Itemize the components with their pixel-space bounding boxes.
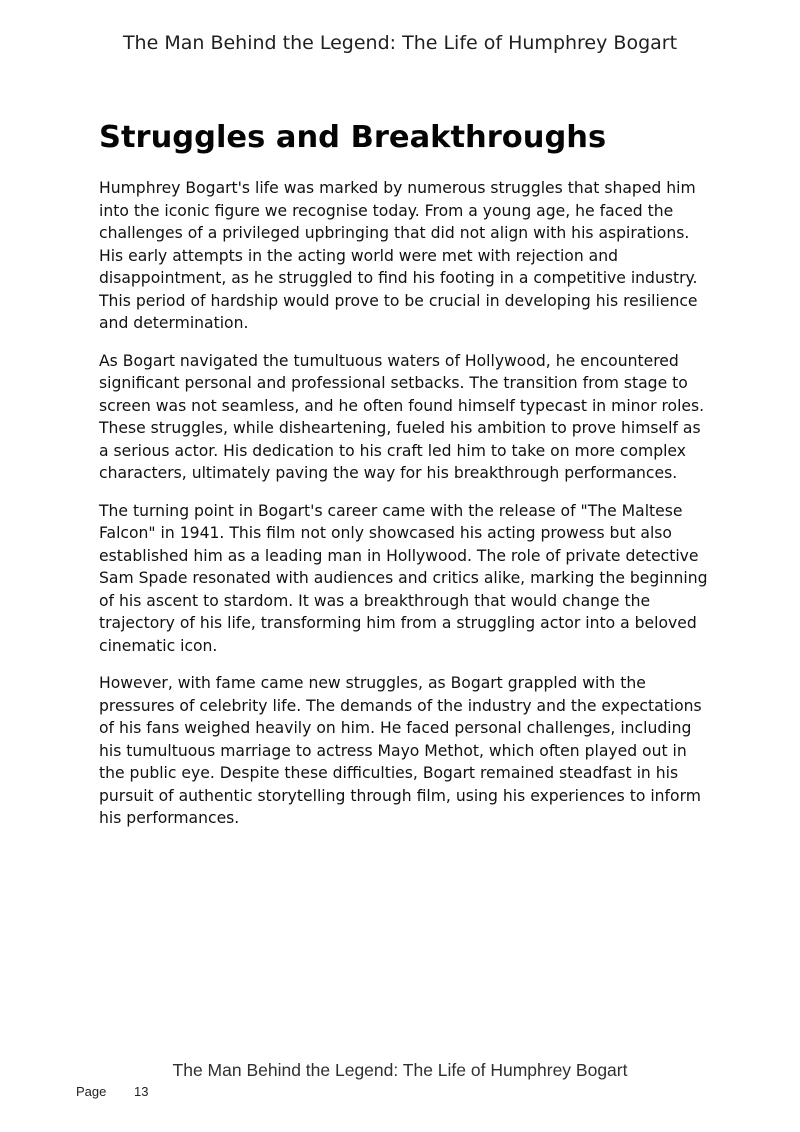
paragraph-2: As Bogart navigated the tumultuous waters of Hollywood, he encountered significant personal and professional setbacks. The transition from stage to screen was not seamless, and he often found himself typecast in minor roles. These struggles, while disheartening, fueled his ambition to prove himself as a serious actor. His dedication to his craft led him to take on more complex characters, ultimately paving the way for his breakthrough performances. bbox=[99, 351, 705, 482]
page-number: 13 bbox=[134, 1084, 149, 1099]
chapter-body bbox=[99, 177, 709, 845]
paragraph-1: Humphrey Bogart's life was marked by numerous struggles that shaped him into the iconic figure we recognise today. From a young age, he faced the challenges of a privileged upbringing that did not align with his aspirations. His early attempts in the acting world were met with rejection and disappointment, as he struggled to find his footing in a competitive industry. This period of hardship would prove to be crucial in developing his resilience and determination. bbox=[99, 179, 698, 332]
paragraph-4: However, with fame came new struggles, as Bogart grappled with the pressures of celebrity life. The demands of the industry and the expectations of his fans weighed heavily on him. He faced personal challenges, including his tumultuous marriage to actress Mayo Methot, which often played out in the public eye. Despite these difficulties, Bogart remained steadfast in his pursuit of authentic storytelling through film, using his experiences to inform his performances. bbox=[99, 674, 702, 827]
running-footer: The Man Behind the Legend: The Life of Humphrey Bogart bbox=[172, 1060, 628, 1080]
chapter-title: Struggles and Breakthroughs bbox=[99, 120, 607, 155]
paragraph-3: The turning point in Bogart's career came with the release of "The Maltese Falcon" in 1941. This film not only showcased his acting prowess but also established him as a leading man in Hollywood. The role of private detective Sam Spade resonated with audiences and critics alike, marking the beginning of his ascent to stardom. It was a breakthrough that would change the trajectory of his life, transforming him from a struggling actor into a beloved cinematic icon. bbox=[99, 501, 708, 655]
running-header: The Man Behind the Legend: The Life of Humphrey Bogart bbox=[122, 32, 678, 54]
page-label: Page bbox=[76, 1084, 107, 1099]
